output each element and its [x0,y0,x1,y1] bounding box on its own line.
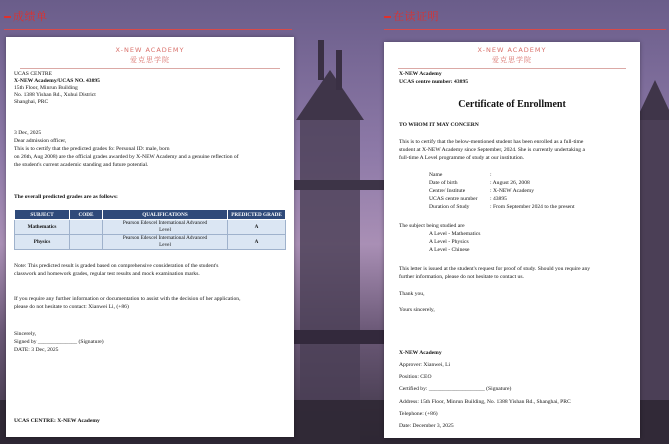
field-value: : August 26, 2008 [490,180,530,186]
closing-date: DATE: 3 Dec, 2025 [14,347,59,353]
table-row [15,235,286,250]
page1-header [6,46,294,69]
transcript-underline [4,29,292,30]
letter-date: 3 Dec, 2025 [14,130,42,136]
body-line: full-time A Level programme of study at our institution. [399,155,525,161]
grade-cell: A [228,235,286,250]
qualification-cell: Pearson Edexcel International Advanced Level [103,235,228,250]
note-line: classwork and homework grades, regular test results and mock examination marks. [14,271,200,277]
thanks: Thank you, [399,291,425,297]
header-predicted-grade: PREDICTED GRADE [228,210,286,220]
telephone: Telephone: (+86) [399,411,438,417]
qualification-cell: Pearson Edexcel International Advanced Level [103,220,228,235]
certified-by: Certified by: ____________________ (Signature) [399,386,512,392]
header-qualifications: QUALIFICATIONS [103,210,228,220]
field-value: : From September 2024 to the present [490,204,575,210]
address-line: 15th Floor, Minrun Building [14,85,78,91]
academy-name-en: X-NEW ACADEMY [115,46,185,54]
certificate-title: Certificate of Enrollment [458,99,566,110]
to-whom-heading: TO WHOM IT MAY CONCERN [399,122,479,128]
address-line: UCAS CENTRE [14,71,53,77]
subject-cell: Mathematics [15,220,70,235]
academy-name-cn: 爱克思学院 [130,56,170,64]
subject-item: A Level - Physics [429,239,469,245]
body-line: This is to certify that the below-mentioned student has been enrolled as a full-time [399,139,584,145]
address: Address: 15th Floor, Minrun Building, No. 1388 Yishan Rd., Shanghai, PRC [399,399,571,405]
field-value: : 43895 [490,196,507,202]
academy-name-cn: 爱克思学院 [492,56,532,64]
field-label: Duration of Study [429,204,470,210]
transcript-page [6,37,294,437]
subjects-intro: The subject being studied are [399,223,465,229]
signature-org: X-NEW Academy [399,350,442,356]
page1-footer: UCAS CENTRE: X-NEW Academy [14,418,100,424]
academy-name-en: X-NEW ACADEMY [477,46,547,54]
field-value: : [490,172,492,178]
grade-cell: A [228,220,286,235]
body-line: student at X-NEW Academy since September, 2024. She is currently undertaking a [399,147,585,153]
transcript-label: 成绩单 [4,8,48,24]
body-line: on 26th, Aug 2008) are the official grades awarded by X-NEW Academy and a genuine reflection of [14,154,239,160]
header-code: CODE [70,210,103,220]
request-line: further information, please do not hesitate to contact us. [399,274,524,280]
subject-cell: Physics [15,235,70,250]
signature-date: Date: December 3, 2025 [399,423,454,429]
org-name: X-NEW Academy [399,71,442,77]
note-line: Note: This predicted result is graded based on comprehensive consideration of the student's [14,263,219,269]
page2-header [384,46,640,69]
grades-table [14,209,286,250]
enrollment-label: 在读证明 [384,8,439,24]
field-label: Name [429,172,443,178]
field-value: : X-NEW Academy [490,188,535,194]
code-cell [70,220,103,235]
greeting: Dear admission officer, [14,138,67,144]
address-line: X-NEW Academy/UCAS NO. 43895 [14,78,100,84]
address-line: No. 1388 Yishan Rd., Xuhui District [14,92,96,98]
code-cell [70,235,103,250]
position: Position: CEO [399,374,432,380]
table-row [15,220,286,235]
body-line: This is to certify that the predicted grades fo: Personal ID: male, born [14,146,170,152]
subject-item: A Level - Chinese [429,247,470,253]
approver: Approver: Xianwei, Li [399,362,451,368]
subject-item: A Level - Mathematics [429,231,481,237]
closing-sincerely: Sincerely, [14,331,37,337]
enrollment-page [384,42,640,438]
request-line: This letter is issued at the student's request for proof of study. Should you require any [399,266,591,272]
yours-sincerely: Yours sincerely, [399,307,435,313]
enrollment-underline [384,29,666,30]
field-label: UCAS centre number [429,196,478,202]
contact-line: If you require any further information or documentation to assist with the decision of her application, [14,296,241,302]
field-label: Date of birth [429,180,458,186]
field-label: Centre/ Institute [429,188,466,194]
contact-line: please do not hesitate to contact: Xianwei Li, (+86) [14,304,129,310]
ucas-number: UCAS centre number: 43895 [399,79,469,85]
address-line: Shanghai, PRC [14,99,49,105]
grades-heading: The overall predicted grades are as follows: [14,194,118,200]
body-line: the student's current academic standing and future potential. [14,162,149,168]
header-subject: SUBJECT [15,210,70,220]
closing-signature: Signed by ______________ (Signature) [14,339,104,345]
